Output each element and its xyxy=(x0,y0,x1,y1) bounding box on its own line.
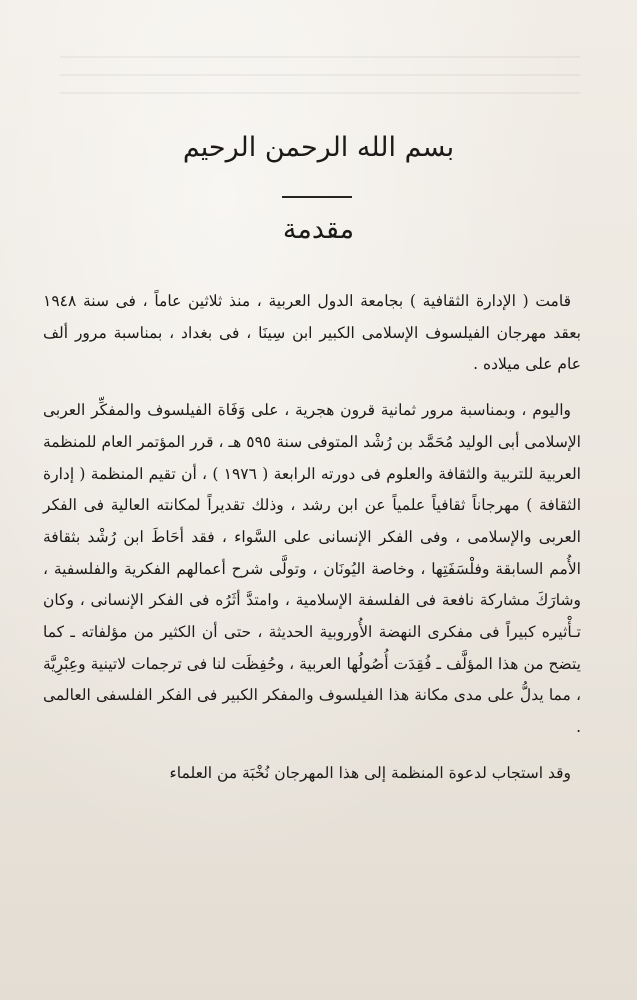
bleed-through-line xyxy=(60,92,580,94)
basmala-title: بسم الله الرحمن الرحيم xyxy=(182,132,455,163)
bleed-through-line xyxy=(60,56,580,58)
page-heading: مقدمة xyxy=(282,214,355,245)
bleed-through-line xyxy=(60,74,580,76)
body-text xyxy=(43,286,581,790)
heading-divider xyxy=(282,196,352,198)
paragraph-3: وقد استجاب لدعوة المنظمة إلى هذا المهرجان نُخْبَة من العلماء xyxy=(169,763,571,782)
paragraph-2: واليوم ، وبمناسبة مرور ثمانية قرون هجرية ، على وَفَاة الفيلسوف والمفكِّر العربى الإسلامى أبى الوليد مُحَمَّد بن رُشْد المتوفى سنة ٥٩٥ هـ ، قرر المؤتمر العام للمنظمة العربية للتربية والثقافة والعلوم فى دورته الرابعة ( ١٩٧٦ ) ، أن تقيم المنظمة ( إدارة الثقافة ) مهرجاناً ثقافياً علمياً عن ابن رشد ، وذلك تقديراً لمكانته العالية فى الفكر العربى والإسلامى ، وفى الفكر الإنسانى على السَّواء ، فقد أحَاطَ ابن رُشْد بثقافة الأُمم السابقة وفلْسَفَتِها ، وخاصة اليُونَان ، وتولَّى شرح أعمالهم الفكرية والفلسفية ، وشارَكَ مشاركة نافعة فى الفلسفة الإسلامية ، وامتدَّ أثَرُه فى الفكر الإنسانى ، وكان تـأْثيره كبيراً فى مفكرى النهضة الأُوروبية الحديثة ، حتى أن الكثير من مؤلفاته ـ كما يتضح من هذا المؤلَّف ـ فُقِدَت أُصُولُها العربية ، وحُفِظَت لنا فى ترجمات لاتينية وعِبْرِيَّة ، مما يدلُّ على مدى مكانة هذا الفيلسوف والمفكر الكبير فى الفكر الفلسفى العالمى . xyxy=(43,401,581,737)
paragraph-1: قامت ( الإدارة الثقافية ) بجامعة الدول العربية ، منذ ثلاثين عاماً ، فى سنة ١٩٤٨ بعقد مهرجان الفيلسوف الإسلامى الكبير ابن سِينَا ، فى بغداد ، بمناسبة مرور ألف عام على ميلاده . xyxy=(43,292,581,374)
